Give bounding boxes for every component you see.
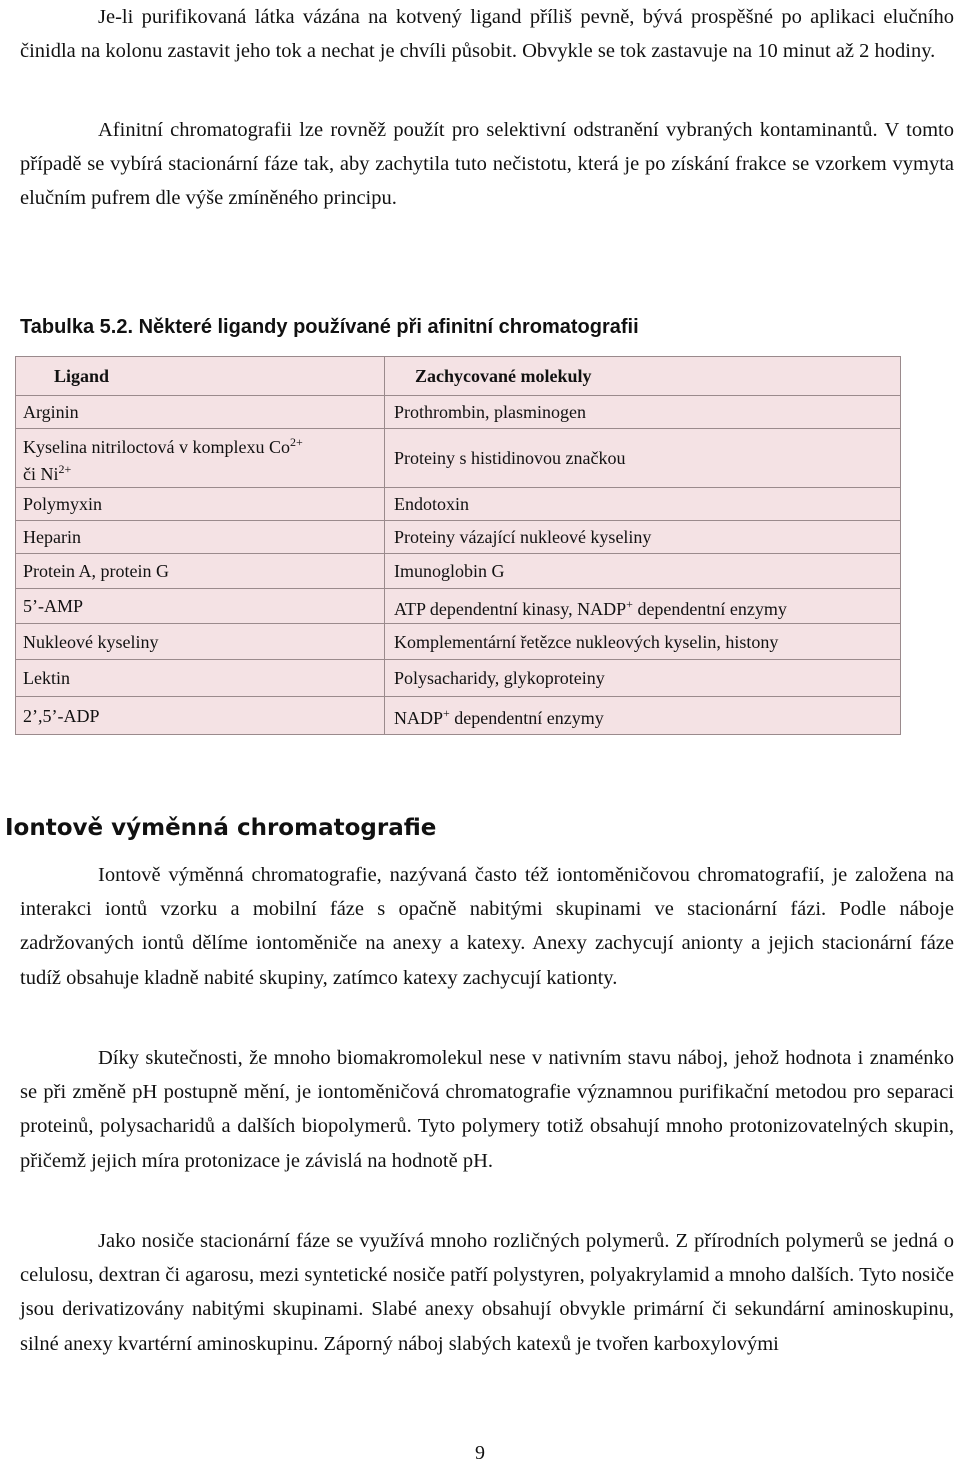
molecules-cell: Endotoxin [385, 488, 901, 521]
table-header-row [16, 357, 901, 396]
superscript: + [626, 596, 633, 611]
paragraph-elution-stop: Je-li purifikovaná látka vázána na kotvený ligand příliš pevně, bývá prospěšné po aplikaci elučního činidla na kolonu zastavit jeho tok a nechat je chvíli působit. Obvykle se tok zastavuje na 10 minut až 2 hodiny. [20, 6, 954, 63]
table-row [16, 521, 901, 554]
page-number: 9 [475, 1442, 485, 1464]
ligand-cell: 5’-AMP [16, 589, 385, 624]
molecules-text: ATP dependentní kinasy, NADP [394, 598, 627, 619]
molecules-cell: Prothrombin, plasminogen [385, 396, 901, 429]
molecules-cell: Komplementární řetězce nukleových kyselin, histony [385, 624, 901, 660]
molecules-cell: Proteiny vázající nukleové kyseliny [385, 521, 901, 554]
molecules-cell: Proteiny s histidinovou značkou [385, 429, 901, 488]
paragraph-biomacromolecules: Díky skutečnosti, že mnoho biomakromolekul nese v nativním stavu náboj, jehož hodnota i znaménko se při změně pH postupně mění, je iontoměničová chromatografie významnou purifikační metodou pro separaci proteinů, polysacharidů a dalších biopolymerů. Tyto polymery totiž obsahují mnoho protonizovatelných skupin, přičemž jejich míra protonizace je závislá na hodnotě pH. [20, 1047, 954, 1172]
superscript: + [443, 706, 450, 720]
paragraph-contaminant-removal: Afinitní chromatografii lze rovněž použít pro selektivní odstranění vybraných kontaminantů. V tomto případě se vybírá stacionární fáze tak, aby zachytila tuto nečistotu, která je po získání frakce se vzorkem vymyta elučním pufrem dle výše zmíněného principu. [20, 119, 954, 210]
table-row [16, 488, 901, 521]
molecules-cell: Imunoglobin G [385, 554, 901, 589]
superscript: 2+ [289, 435, 303, 449]
paragraph-ion-exchange-intro: Iontově výměnná chromatografie, nazývaná často též iontoměničovou chromatografií, je založena na interakci iontů vzorku a mobilní fáze s opačně nabitými skupinami ve stacionární fázi. Podle náboje zadržovaných iontů dělíme iontoměniče na anexy a katexy. Anexy zachycují anionty a jejich stacionární fáze tudíž obsahuje kladně nabité skupiny, zatímco katexy zachycují kationty. [20, 864, 954, 989]
table-header-ligand: Ligand [16, 357, 385, 396]
table-caption: Tabulka 5.2. Některé ligandy používané při afinitní chromatografii [20, 316, 639, 338]
table-row [16, 660, 901, 697]
molecules-text-2: dependentní enzymy [632, 598, 787, 619]
ligand-cell: Heparin [16, 521, 385, 554]
molecules-cell: Polysacharidy, glykoproteiny [385, 660, 901, 697]
ligand-cell [16, 429, 385, 488]
ligand-cell: 2’,5’-ADP [16, 697, 385, 735]
table-row [16, 697, 901, 735]
molecules-text: NADP [394, 708, 444, 728]
table-row [16, 554, 901, 589]
section-heading: Iontově výměnná chromatografie [5, 815, 437, 841]
table-row [16, 624, 901, 660]
ligand-table [15, 356, 901, 735]
molecules-cell [385, 697, 901, 735]
ligand-cell: Nukleové kyseliny [16, 624, 385, 660]
superscript: 2+ [58, 462, 72, 476]
table-row [16, 396, 901, 429]
ligand-text-2: či Ni [23, 464, 59, 484]
ligand-cell: Lektin [16, 660, 385, 697]
table-header-molecules: Zachycované molekuly [385, 357, 901, 396]
paragraph-carriers: Jako nosiče stacionární fáze se využívá mnoho rozličných polymerů. Z přírodních polymerů se jedná o celulosu, dextran či agarosu, mezi syntetické nosiče patří polystyren, polyakrylamid a mnoho dalších. Tyto nosiče jsou derivatizovány nabitými skupinami. Slabé anexy obsahují obvykle primární či sekundární aminoskupinu, silné anexy kvartérní aminoskupinu. Záporný náboj slabých katexů je tvořen karboxylovými [20, 1230, 954, 1355]
molecules-text-2: dependentní enzymy [449, 708, 604, 728]
ligand-cell: Protein A, protein G [16, 554, 385, 589]
ligand-cell: Polymyxin [16, 488, 385, 521]
table-row [16, 589, 901, 624]
table-row [16, 429, 901, 488]
ligand-text: Kyselina nitriloctová v komplexu Co [23, 437, 290, 457]
ligand-cell: Arginin [16, 396, 385, 429]
molecules-cell [385, 589, 901, 624]
